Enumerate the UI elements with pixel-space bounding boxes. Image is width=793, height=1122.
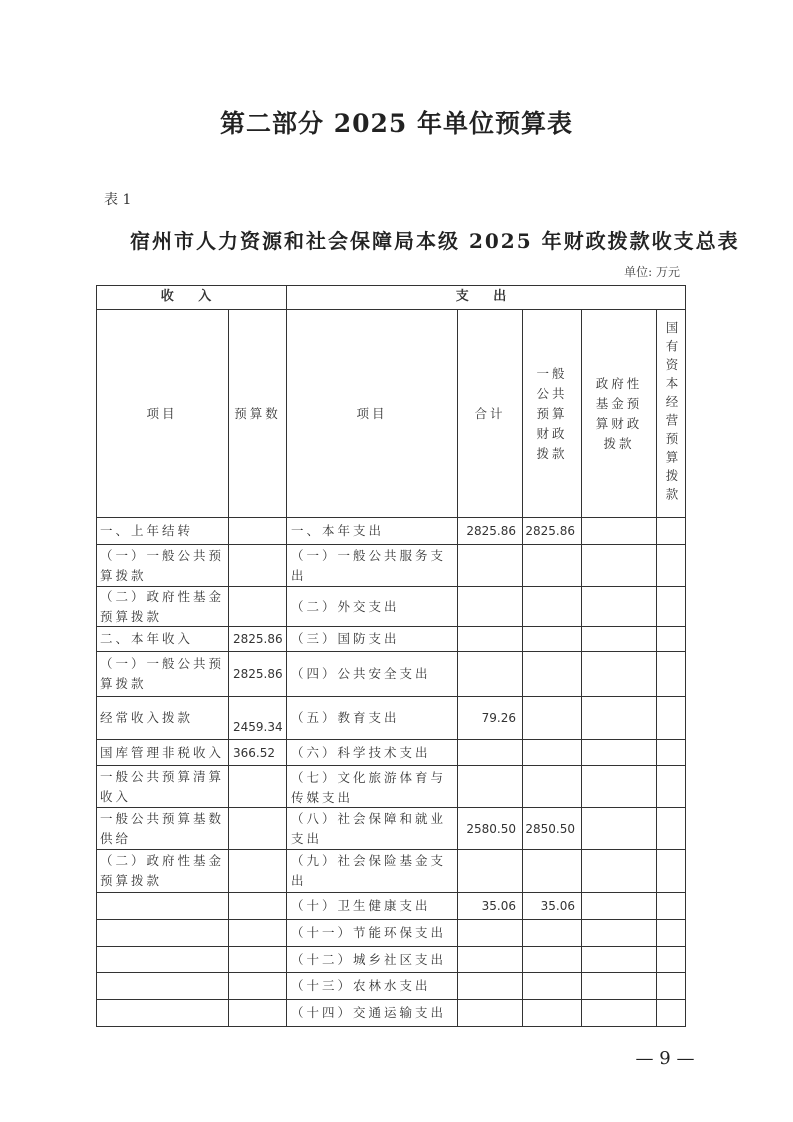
row-7-expense-gov-fund: [582, 766, 657, 808]
header-income-item: 项目: [96, 310, 229, 518]
row-10-expense-total: 35.06: [458, 893, 523, 920]
row-11-expense-gov-fund: [582, 920, 657, 947]
row-9-expense-gov-fund: [582, 850, 657, 893]
row-2-expense-general-budget: [523, 587, 582, 627]
row-11-expense-total: [458, 920, 523, 947]
row-14-expense-gov-fund: [582, 1000, 657, 1027]
row-2-expense-state-capital: [657, 587, 686, 627]
row-3-expense-item: （三）国防支出: [287, 627, 458, 652]
row-5-expense-gov-fund: [582, 697, 657, 740]
row-11-expense-item: （十一）节能环保支出: [287, 920, 458, 947]
row-13-expense-general-budget: [523, 973, 582, 1000]
row-5-income-budget: 2459.34: [229, 697, 287, 740]
row-0-expense-total: 2825.86: [458, 518, 523, 545]
table-title: 宿州市人力资源和社会保障局本级 2025 年财政拨款收支总表: [130, 229, 740, 253]
row-12-expense-total: [458, 947, 523, 973]
row-5-expense-state-capital: [657, 697, 686, 740]
row-9-expense-item: （九）社会保险基金支出: [287, 850, 458, 893]
row-6-expense-state-capital: [657, 740, 686, 766]
row-2-expense-gov-fund: [582, 587, 657, 627]
row-13-expense-total: [458, 973, 523, 1000]
row-4-expense-total: [458, 652, 523, 697]
row-4-expense-general-budget: [523, 652, 582, 697]
row-14-expense-state-capital: [657, 1000, 686, 1027]
row-3-expense-state-capital: [657, 627, 686, 652]
row-9-expense-general-budget: [523, 850, 582, 893]
row-8-expense-state-capital: [657, 808, 686, 850]
row-12-expense-state-capital: [657, 947, 686, 973]
row-2-expense-item: （二）外交支出: [287, 587, 458, 627]
row-5-expense-total: 79.26: [458, 697, 523, 740]
row-6-expense-item: （六）科学技术支出: [287, 740, 458, 766]
row-8-expense-general-budget: 2850.50: [523, 808, 582, 850]
row-6-income-item: 国库管理非税收入: [96, 740, 229, 766]
row-14-income-budget: [229, 1000, 287, 1027]
row-0-expense-general-budget: 2825.86: [523, 518, 582, 545]
row-13-expense-state-capital: [657, 973, 686, 1000]
budget-table: [96, 285, 686, 1027]
row-4-income-budget: 2825.86: [229, 652, 287, 697]
page-number: — 9 —: [635, 1048, 695, 1069]
row-6-expense-general-budget: [523, 740, 582, 766]
row-7-income-item: 一般公共预算清算收入: [96, 766, 229, 808]
row-12-expense-general-budget: [523, 947, 582, 973]
row-10-expense-state-capital: [657, 893, 686, 920]
row-13-income-item: [96, 973, 229, 1000]
row-3-expense-total: [458, 627, 523, 652]
row-7-expense-state-capital: [657, 766, 686, 808]
row-1-income-budget: [229, 545, 287, 587]
header-state-capital: 国有资本经营预算拨款: [664, 321, 679, 506]
row-14-expense-total: [458, 1000, 523, 1027]
row-1-expense-general-budget: [523, 545, 582, 587]
page-title: 第二部分 2025 年单位预算表: [220, 109, 573, 138]
row-0-income-budget: [229, 518, 287, 545]
row-8-expense-total: 2580.50: [458, 808, 523, 850]
row-4-expense-state-capital: [657, 652, 686, 697]
row-5-expense-general-budget: [523, 697, 582, 740]
row-10-income-item: [96, 893, 229, 920]
row-5-income-item: 经常收入拨款: [96, 697, 229, 740]
header-income-budget: 预算数: [229, 310, 287, 518]
row-14-expense-item: （十四）交通运输支出: [287, 1000, 458, 1027]
row-10-expense-gov-fund: [582, 893, 657, 920]
row-7-expense-item: （七）文化旅游体育与传媒支出: [287, 766, 458, 808]
row-9-expense-total: [458, 850, 523, 893]
row-12-expense-gov-fund: [582, 947, 657, 973]
row-12-expense-item: （十二）城乡社区支出: [287, 947, 458, 973]
row-2-income-item: （二）政府性基金预算拨款: [96, 587, 229, 627]
header-income: 收 入: [96, 285, 287, 310]
row-1-expense-total: [458, 545, 523, 587]
row-14-income-item: [96, 1000, 229, 1027]
table-label: 表 1: [104, 192, 132, 208]
row-4-income-item: （一）一般公共预算拨款: [96, 652, 229, 697]
row-10-expense-general-budget: 35.06: [523, 893, 582, 920]
row-12-income-item: [96, 947, 229, 973]
row-0-expense-item: 一、本年支出: [287, 518, 458, 545]
row-8-expense-gov-fund: [582, 808, 657, 850]
row-0-expense-state-capital: [657, 518, 686, 545]
header-state-capital-cell: [657, 310, 686, 518]
header-total: 合计: [458, 310, 523, 518]
row-4-expense-gov-fund: [582, 652, 657, 697]
row-8-income-budget: [229, 808, 287, 850]
row-2-income-budget: [229, 587, 287, 627]
row-3-income-budget: 2825.86: [229, 627, 287, 652]
row-1-expense-state-capital: [657, 545, 686, 587]
header-gov-fund: 政府性基金预算财政拨款: [582, 310, 657, 518]
unit-label: 单位: 万元: [624, 265, 680, 279]
row-0-expense-gov-fund: [582, 518, 657, 545]
row-7-expense-total: [458, 766, 523, 808]
header-expense: 支 出: [287, 285, 686, 310]
row-5-expense-item: （五）教育支出: [287, 697, 458, 740]
row-7-income-budget: [229, 766, 287, 808]
row-3-income-item: 二、本年收入: [96, 627, 229, 652]
row-6-expense-gov-fund: [582, 740, 657, 766]
row-9-income-budget: [229, 850, 287, 893]
header-expense-item: 项目: [287, 310, 458, 518]
row-6-income-budget: 366.52: [229, 740, 287, 766]
row-13-expense-item: （十三）农林水支出: [287, 973, 458, 1000]
header-general-budget: 一般公共预算财政拨款: [523, 310, 582, 518]
row-2-expense-total: [458, 587, 523, 627]
row-13-income-budget: [229, 973, 287, 1000]
row-14-expense-general-budget: [523, 1000, 582, 1027]
row-11-expense-state-capital: [657, 920, 686, 947]
row-8-income-item: 一般公共预算基数供给: [96, 808, 229, 850]
row-3-expense-gov-fund: [582, 627, 657, 652]
row-1-expense-item: （一）一般公共服务支出: [287, 545, 458, 587]
row-4-expense-item: （四）公共安全支出: [287, 652, 458, 697]
row-6-expense-total: [458, 740, 523, 766]
row-11-income-budget: [229, 920, 287, 947]
row-11-expense-general-budget: [523, 920, 582, 947]
row-10-expense-item: （十）卫生健康支出: [287, 893, 458, 920]
row-7-expense-general-budget: [523, 766, 582, 808]
row-0-income-item: 一、上年结转: [96, 518, 229, 545]
row-11-income-item: [96, 920, 229, 947]
row-12-income-budget: [229, 947, 287, 973]
row-3-expense-general-budget: [523, 627, 582, 652]
row-13-expense-gov-fund: [582, 973, 657, 1000]
row-1-expense-gov-fund: [582, 545, 657, 587]
row-10-income-budget: [229, 893, 287, 920]
row-9-income-item: （二）政府性基金预算拨款: [96, 850, 229, 893]
row-9-expense-state-capital: [657, 850, 686, 893]
row-8-expense-item: （八）社会保障和就业支出: [287, 808, 458, 850]
row-1-income-item: （一）一般公共预算拨款: [96, 545, 229, 587]
